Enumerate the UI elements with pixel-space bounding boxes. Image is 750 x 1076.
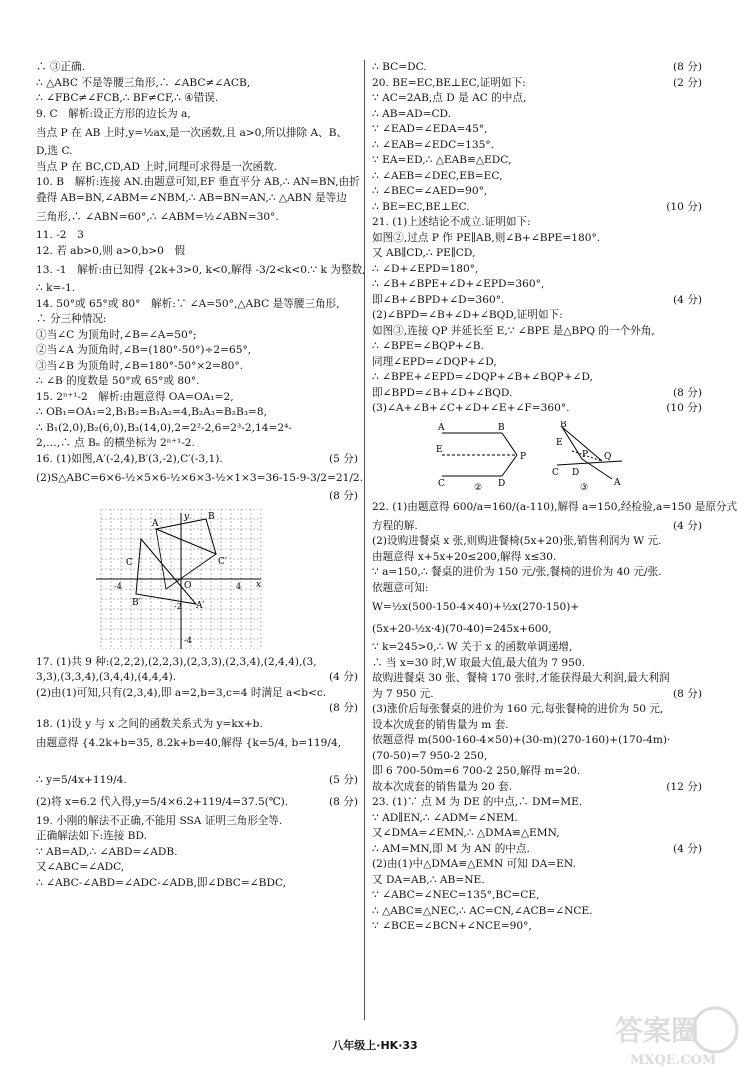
text-line xyxy=(372,519,702,535)
score-mark: (4 分) xyxy=(329,671,358,684)
text-line xyxy=(36,467,364,489)
line-text: 14. 50°或 65°或 80° 解析:∵ ∠A=50°,△ABC 是等腰三角形, xyxy=(36,297,340,310)
line-text: 同理∠EPD=∠DQP+∠D, xyxy=(372,355,497,368)
text-line xyxy=(372,842,702,858)
text-line xyxy=(372,795,702,811)
label-a-prime: A′ xyxy=(196,600,205,611)
fig3-label-q: Q xyxy=(604,451,612,462)
line-text: ∴ ∠D+∠EPD=180°, xyxy=(372,262,479,275)
line-text: 11. -2 3 xyxy=(36,229,84,242)
score-mark: (8 分) xyxy=(673,687,702,700)
text-line xyxy=(372,919,702,935)
line-text: 当点 P 在 BC,CD,AD 上时,同理可求得是一次函数. xyxy=(36,160,278,173)
text-line xyxy=(36,670,358,686)
text-line xyxy=(36,122,358,144)
line-text: ∴ AM=MN,即 M 为 AN 的中点. xyxy=(372,842,530,855)
left-lines-b xyxy=(36,655,358,892)
tick-y-neg4: -4 xyxy=(184,635,192,645)
line-text: ∴ BE=EC,BE⊥EC. xyxy=(372,200,470,213)
right-column xyxy=(372,60,738,935)
line-text: (2)设购进餐桌 x 张,则购进餐椅(5x+20)张,销售利润为 W 元. xyxy=(372,535,662,548)
label-a: A xyxy=(152,518,159,529)
line-text: 16. (1)如图,A′(-2,4),B′(3,-2),C′(-3,1). xyxy=(36,452,223,465)
text-line xyxy=(36,228,358,244)
fig3-label-b: B xyxy=(560,420,567,430)
tick-y-neg2: -2 xyxy=(174,601,182,611)
text-line xyxy=(372,656,702,672)
label-c-prime: C′ xyxy=(218,556,227,567)
text-line xyxy=(36,175,358,191)
score-mark: (4 分) xyxy=(673,293,702,306)
line-text: 22. (1)由题意得 600/a=160/(a-110),解得 a=150,经检验,a=150 是原分式 xyxy=(372,501,738,514)
text-line xyxy=(372,262,702,278)
line-text: ∵ AB=AD,∴ ∠ABD=∠ADB. xyxy=(36,845,178,858)
label-x-axis: x xyxy=(256,579,262,590)
line-text: 当点 P 在 AB 上时,y=½ax,是一次函数,且 a>0,所以排除 A、B、 xyxy=(36,126,348,139)
line-text: ∴ OB₁=OA₁=2,B₁B₂=B₁A₂=4,B₂A₃=B₂B₃=8, xyxy=(36,406,267,419)
line-text: 由题意得 {4.2k+b=35, 8.2k+b=40,解得 {k=5/4, b=119/4, xyxy=(36,736,342,749)
line-text: 21. (1)上述结论不成立.证明如下: xyxy=(372,216,531,229)
text-line xyxy=(36,829,358,845)
text-line xyxy=(36,732,358,754)
line-text: (2)∠BPD=∠B+∠D+∠BQD,证明如下: xyxy=(372,309,563,322)
fig2-label-e: E xyxy=(436,444,443,455)
line-text: 如图②,过点 P 作 PE∥AB,则∠B+∠BPE=180°. xyxy=(372,231,601,244)
label-y-axis: y xyxy=(184,511,190,522)
line-text: 依题意可知: xyxy=(372,581,429,594)
column-divider xyxy=(364,60,365,1020)
text-line xyxy=(372,200,702,216)
figure-3 xyxy=(552,421,622,491)
line-text: ∴ ③正确. xyxy=(36,61,86,74)
text-line xyxy=(36,312,358,328)
line-text: 为 7 950 元. xyxy=(372,687,434,700)
line-text: ∵ ∠EAD=∠EDA=45°, xyxy=(372,123,488,136)
text-line xyxy=(36,191,358,207)
text-line xyxy=(372,596,702,618)
line-text: ∵ AC=2AB,点 D 是 AC 的中点, xyxy=(372,92,527,105)
fig2-label-d: D xyxy=(498,478,506,489)
text-line xyxy=(372,671,702,687)
text-line xyxy=(36,701,358,717)
line-text: 由题意得 x+5x+20≤200,解得 x≤30. xyxy=(372,550,557,563)
fig3-label-e: E xyxy=(556,437,563,448)
line-text: ∴ ∠B+∠BPE+∠D+∠EPD=360°, xyxy=(372,278,545,291)
line-text: ∴ ∠AEB=∠DEC,EB=EC, xyxy=(372,169,503,182)
line-text: ∴ B₁(2,0),B₂(6,0),B₃(14,0),2=2²-2,6=2³-2,14=2⁴- xyxy=(36,421,292,434)
tick-x-pos4: 4 xyxy=(236,581,242,591)
text-line xyxy=(36,792,358,814)
score-mark: (5 分) xyxy=(329,774,358,787)
fig3-label-d: D xyxy=(572,467,580,478)
text-line xyxy=(36,297,358,313)
fig2-label-a: A xyxy=(438,422,445,433)
line-text: 13. -1 解析:由已知得 {2k+3>0, k<0,解得 -3/2<k<0.∵ k 为整数, xyxy=(36,263,366,276)
line-text: 又∠DMA=∠EMN,∴ △DMA≌△EMN, xyxy=(372,827,560,840)
text-line xyxy=(372,497,738,519)
fig2-label-c: C xyxy=(438,478,445,489)
line-text: (3)∠A+∠B+∠C+∠D+∠E+∠F=360°. xyxy=(372,402,570,415)
text-line xyxy=(372,277,702,293)
text-line xyxy=(36,421,358,437)
line-text: (2)由(1)可知,只有(2,3,4),即 a=2,b=3,c=4 时满足 a<b<c. xyxy=(36,686,327,699)
fig2-label-b: B xyxy=(498,422,505,433)
line-text: 18. (1)设 y 与 x 之间的函数关系式为 y=kx+b. xyxy=(36,717,263,730)
text-line xyxy=(36,686,358,702)
text-line xyxy=(36,60,358,76)
text-line xyxy=(36,359,358,375)
line-text: ∴ △ABC≌△NEC,∴ AC=CN,∠ACB=∠NCE. xyxy=(372,904,593,917)
text-line xyxy=(372,857,702,873)
text-line xyxy=(372,764,702,780)
text-line xyxy=(36,452,358,468)
right-lines-b xyxy=(372,497,738,935)
tick-x-neg4: -4 xyxy=(114,581,122,591)
line-text: ∴ AB=AD=CD. xyxy=(372,107,452,120)
line-text: 19. 小刚的解法不正确,不能用 SSA 证明三角形全等. xyxy=(36,814,283,827)
text-line xyxy=(36,876,358,892)
line-text: 故购进餐桌 30 张、餐椅 170 张时,才能获得最大利润,最大利润 xyxy=(372,672,670,685)
line-text: ②当∠A 为顶角时,∠B=(180°-50°)÷2=65°, xyxy=(36,344,252,357)
text-line xyxy=(372,231,702,247)
text-line xyxy=(372,565,702,581)
text-line xyxy=(36,144,358,160)
line-text: 即∠BPD=∠B+∠D+∠BQD. xyxy=(372,386,513,399)
line-text: 9. C 解析:设正方形的边长为 a, xyxy=(36,107,191,120)
text-line xyxy=(36,436,358,452)
text-line xyxy=(36,244,358,260)
score-mark: (2 分) xyxy=(673,76,702,89)
line-text: ∵ AD∥EN,∴ ∠ADM=∠NEM. xyxy=(372,811,518,824)
score-mark: (8 分) xyxy=(329,702,358,715)
text-line xyxy=(372,702,702,718)
score-mark: (10 分) xyxy=(666,200,702,213)
text-line xyxy=(372,60,702,76)
line-text: (5x+20-½x·4)(70-40)=245x+600, xyxy=(372,622,552,635)
line-text: ∵ a=150,∴ 餐桌的进价为 150 元/张,餐椅的进价为 40 元/张. xyxy=(372,566,662,579)
text-line xyxy=(36,160,358,176)
line-text: (70-50)=7 950-2 250, xyxy=(372,749,488,762)
line-text: (2)将 x=6.2 代入得,y=5/4×6.2+119/4=37.5(℃). xyxy=(36,796,289,809)
text-line xyxy=(372,293,702,309)
score-mark: (8 分) xyxy=(673,61,702,74)
text-line xyxy=(372,534,702,550)
score-mark: (8 分) xyxy=(329,490,358,503)
watermark-text-cn: 答案圈 xyxy=(615,1014,700,1047)
line-text: 又∠ABC=∠ADC, xyxy=(36,861,125,874)
fig2-caption: ② xyxy=(474,482,483,491)
line-text: 又 AB∥CD,∴ PE∥CD, xyxy=(372,247,476,260)
text-line xyxy=(36,259,366,281)
text-line xyxy=(36,717,358,733)
text-line xyxy=(372,811,702,827)
line-text: 设本次成套的销售量为 m 套. xyxy=(372,718,509,731)
left-column xyxy=(36,60,366,891)
text-line xyxy=(372,718,702,734)
text-line xyxy=(372,184,702,200)
text-line xyxy=(36,76,358,92)
text-line xyxy=(36,281,358,297)
score-mark: (5 分) xyxy=(329,452,358,465)
text-line xyxy=(372,76,702,92)
text-line xyxy=(372,618,702,640)
text-line xyxy=(372,153,702,169)
figure-2 xyxy=(436,423,526,491)
line-text: ∴ ∠FBC≠∠FCB,∴ BF≠CF,∴ ④错误. xyxy=(36,92,219,105)
line-text: 故本次成套的销售量为 20 套. xyxy=(372,780,513,793)
text-line xyxy=(372,169,702,185)
text-line xyxy=(372,581,702,597)
line-text: W=½x(500-150-4×40)+½x(270-150)+ xyxy=(372,600,580,613)
line-text: ∵ EA=ED,∴ △EAB≌△EDC, xyxy=(372,154,512,167)
score-mark: (12 分) xyxy=(666,780,702,793)
text-line xyxy=(36,814,358,830)
text-line xyxy=(372,904,702,920)
watermark-logo xyxy=(610,1000,740,1070)
text-line xyxy=(372,826,702,842)
text-line xyxy=(372,355,702,371)
line-text: ∴ 分三种情况: xyxy=(36,313,107,326)
text-line xyxy=(372,370,702,386)
text-line xyxy=(372,640,702,656)
line-text: 如图③,连接 QP 并延长至 E,∵ ∠BPE 是△BPQ 的一个外角, xyxy=(372,324,655,337)
coordinate-grid-figure xyxy=(96,509,266,649)
text-line xyxy=(372,339,702,355)
line-text: 15. 2ⁿ⁺¹-2 解析:由题意得 OA=OA₁=2, xyxy=(36,390,234,403)
left-lines-a xyxy=(36,60,366,505)
score-mark: (10 分) xyxy=(666,402,702,415)
line-text: ①当∠C 为顶角时,∠B=∠A=50°; xyxy=(36,328,197,341)
page-footer: 八年级上·HK·33 xyxy=(332,1039,418,1052)
figures-21-svg xyxy=(432,421,632,491)
coordinate-grid-svg xyxy=(96,509,266,649)
text-line xyxy=(36,405,358,421)
line-text: ∴ ∠BEC=∠AED=90°, xyxy=(372,185,488,198)
line-text: (2)由(1)中△DMA≌△EMN 可知 DA=EN. xyxy=(372,858,576,871)
text-line xyxy=(372,308,702,324)
line-text: 10. B 解析:连接 AN.由题意可知,EF 垂直平分 AB,∴ AN=BN,由折 xyxy=(36,176,360,189)
line-text: 20. BE=EC,BE⊥EC,证明如下: xyxy=(372,76,526,89)
text-line xyxy=(372,246,702,262)
text-line xyxy=(372,687,702,703)
text-line xyxy=(36,390,358,406)
fig3-label-a: A xyxy=(614,477,621,488)
text-line xyxy=(36,91,358,107)
text-line xyxy=(372,107,702,123)
right-lines-a xyxy=(372,60,702,417)
label-b: B xyxy=(208,511,215,522)
text-line xyxy=(36,343,358,359)
text-line xyxy=(372,550,702,566)
text-line xyxy=(372,888,702,904)
line-text: ∴ ∠BPE=∠BQP+∠B. xyxy=(372,340,484,353)
line-text: 叠得 AB=BN,∠ABM=∠NBM,∴ AB=BN=AN,∴ △ABN 是等边 xyxy=(36,191,347,204)
watermark-text-url: MXQE.COM xyxy=(630,1053,717,1068)
line-text: 即∠B+∠BPD+∠D=360°. xyxy=(372,293,505,306)
line-text: 12. 若 ab>0,则 a>0,b>0 假 xyxy=(36,244,186,257)
line-text: (3)涨价后每张餐桌的进价为 160 元,每张餐椅的进价为 50 元, xyxy=(372,703,664,716)
line-text: ∵ ∠BCE=∠BCN+∠NCE=90°, xyxy=(372,920,532,933)
line-text: ③当∠B 为顶角时,∠B=180°-50°×2=80°. xyxy=(36,359,244,372)
line-text: 3,3),(3,3,4),(3,4,4),(4,4,4). xyxy=(36,671,177,684)
line-text: ∵ ∠ABC=∠NEC=135°,BC=CE, xyxy=(372,889,540,902)
label-b-prime: B′ xyxy=(132,597,141,608)
line-text: (2)S△ABC=6×6-½×5×6-½×6×3-½×1×3=36-15-9-3/2=21/2. xyxy=(36,471,364,484)
label-origin: O xyxy=(184,580,192,591)
text-line xyxy=(372,733,702,749)
text-line xyxy=(36,489,358,505)
line-text: 17. (1)共 9 种:(2,2,2),(2,2,3),(2,3,3),(2,3,4),(2,4,4),(3, xyxy=(36,655,317,668)
line-text: 依题意得 m(500-160-4×50)+(30-m)(270-160)+(170-4m)· xyxy=(372,734,671,747)
score-mark: (8 分) xyxy=(673,386,702,399)
text-line xyxy=(372,873,702,889)
text-line xyxy=(36,107,358,123)
line-text: 2,…,∴ 点 Bₙ 的横坐标为 2ⁿ⁺¹-2. xyxy=(36,437,195,450)
line-text: 三角形,∴ ∠ABN=60°,∴ ∠ABM=½∠ABN=30°. xyxy=(36,210,279,223)
text-line xyxy=(36,860,358,876)
line-text: ∴ y=5/4x+119/4. xyxy=(36,774,127,787)
line-text: 方程的解. xyxy=(372,519,418,532)
text-line xyxy=(36,655,358,671)
text-line xyxy=(36,328,358,344)
line-text: ∴ ∠ABC-∠ABD=∠ADC-∠ADB,即∠DBC=∠BDC, xyxy=(36,876,287,889)
line-text: 23. (1)∵ 点 M 为 DE 的中点,∴ DM=ME. xyxy=(372,796,583,809)
line-text: 正确解法如下:连接 BD. xyxy=(36,830,147,843)
line-text: ∵ k=245>0,∴ W 关于 x 的函数单调递增, xyxy=(372,641,573,654)
text-line xyxy=(36,206,358,228)
fig3-label-c: C xyxy=(552,467,559,478)
text-line xyxy=(372,122,702,138)
text-line xyxy=(372,386,702,402)
text-line xyxy=(372,780,702,796)
line-text: ∴ 当 x=30 时,W 取最大值,最大值为 7 950. xyxy=(372,656,586,669)
line-text: 即 6 700-50m=6 700-2 250,解得 m=20. xyxy=(372,765,581,778)
label-c: C xyxy=(126,557,133,568)
line-text: ∴ k=-1. xyxy=(36,282,76,295)
score-mark: (4 分) xyxy=(673,519,702,532)
text-line xyxy=(372,138,702,154)
text-line xyxy=(372,324,702,340)
figures-21 xyxy=(432,421,632,491)
fig2-label-p: P xyxy=(520,451,527,462)
line-text: ∴ ∠BPE+∠EPD=∠DQP+∠B+∠BQP+∠D, xyxy=(372,371,593,384)
text-line xyxy=(36,374,358,390)
text-line xyxy=(36,845,358,861)
text-line xyxy=(372,215,702,231)
line-text: D,选 C. xyxy=(36,145,73,158)
fig3-caption: ③ xyxy=(580,482,589,491)
line-text: ∴ ∠B 的度数是 50°或 65°或 80°. xyxy=(36,375,200,388)
fig3-label-p: P xyxy=(582,449,589,460)
text-line xyxy=(372,91,702,107)
score-mark: (4 分) xyxy=(673,842,702,855)
text-line xyxy=(372,749,702,765)
text-line xyxy=(36,770,358,792)
text-line xyxy=(372,401,702,417)
text-line xyxy=(36,754,358,770)
line-text: ∴ ∠EAB=∠EDC=135°. xyxy=(372,138,494,151)
score-mark: (8 分) xyxy=(329,796,358,809)
line-text: ∴ BC=DC. xyxy=(372,61,427,74)
line-text: 又 DA=AB,∴ AB=NE. xyxy=(372,873,485,886)
line-text: ∴ △ABC 不是等腰三角形,∴ ∠ABC≠∠ACB, xyxy=(36,76,251,89)
